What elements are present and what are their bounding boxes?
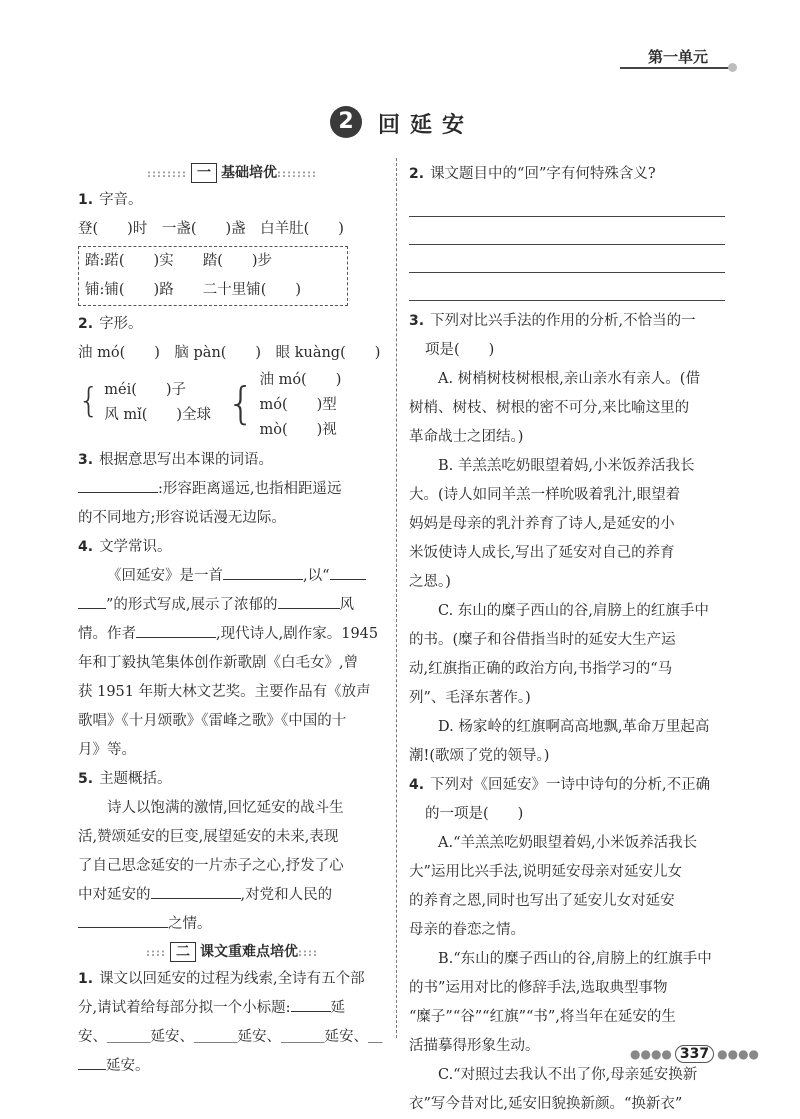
- group-item: mó( )型: [259, 397, 337, 413]
- option-line: 的养育之恩,同时也写出了延安儿女对延安: [409, 893, 675, 909]
- option-line: C. 东山的糜子西山的谷,肩膀上的红旗手中: [438, 603, 709, 619]
- option-line: 动,红旗指正确的政治方向,书指学习的“马: [409, 661, 673, 677]
- right-column: [409, 160, 725, 1119]
- option-line: B. 羊羔羔吃奶眼望着妈,小米饭养活我长: [438, 458, 695, 474]
- option-line: 列”、毛泽东著作。): [409, 690, 531, 706]
- text-line: 年和丁毅执笔集体创作新歌剧《白毛女》,曾: [78, 655, 359, 671]
- option-line: D. 杨家岭的红旗啊高高地飘,革命万里起高: [438, 719, 710, 735]
- answer-line: [409, 217, 725, 245]
- question-3-title: 3. 根据意思写出本课的词语。: [78, 452, 274, 468]
- option-line: 大”运用比兴手法,说明延安母亲对延安儿女: [409, 864, 683, 880]
- option-line: 大。(诗人如同羊羔一样吮吸着乳汁,眼望着: [409, 487, 681, 503]
- question-4-right: 4. 下列对《回延安》一诗中诗句的分析,不正确: [409, 777, 711, 793]
- group-item: méi( )子: [104, 382, 187, 398]
- question-1-row: 登( )时 一盏( )盏 白羊肚( ): [78, 221, 344, 237]
- option-line: 衣”写今昔对比,延安旧貌换新颜。“换新衣”: [409, 1096, 683, 1112]
- text-line: 中对延安的 ,对党和人民的: [78, 881, 386, 910]
- question-2-row: 油 mó( ) 脑 pàn( ) 眼 kuàng( ): [78, 345, 381, 361]
- pronunciation-box: [78, 246, 348, 306]
- answer-line: [409, 273, 725, 301]
- option-line: 妈妈是母亲的乳汁养育了诗人,是延安的小: [409, 516, 675, 532]
- question-2-title: 2. 字形。: [78, 316, 143, 332]
- question-2-right: 2. 课文题目中的“回”字有何特殊含义?: [409, 166, 656, 182]
- option-line: A.“羊羔羔吃奶眼望着妈,小米饭养活我长: [438, 835, 698, 851]
- question-2-groups: { méi( )子 风 mǐ( )全球 { 油 mó( ) mó( )型 mò( )视: [78, 368, 386, 446]
- option-line: 树梢、树枝、树根的密不可分,来比喻这里的: [409, 400, 690, 416]
- question-4-title: 4. 文学常识。: [78, 539, 172, 555]
- option-line: 活描摹得形象生动。: [409, 1038, 540, 1054]
- text-line: 之情。: [78, 910, 386, 939]
- text-line: 活,赞颂延安的巨变,展望延安的未来,表现: [78, 829, 339, 845]
- text-line: 诗人以饱满的激情,回忆延安的战斗生: [107, 800, 344, 816]
- question-5-title: 5. 主题概括。: [78, 771, 172, 787]
- page-number: ●●●● 337 ●●●●: [630, 1046, 760, 1062]
- section-heading-2: :::: 二 课文重难点培优::::: [146, 944, 318, 960]
- group-item: 风 mǐ( )全球: [104, 407, 212, 423]
- text-line: 了自己思念延安的一片赤子之心,抒发了心: [78, 858, 344, 874]
- group-item: 油 mó( ): [259, 372, 342, 388]
- text-line: 歌唱》《十月颂歌》《雷峰之歌》《中国的十: [78, 713, 347, 729]
- text-line: 情。作者 ,现代诗人,剧作家。1945: [78, 620, 386, 649]
- option-line: 之恩。): [409, 574, 451, 590]
- question-1-title: 1. 字音。: [78, 192, 143, 208]
- option-line: 潮!(歌颂了党的领导。): [409, 748, 550, 764]
- text-line: 的一项是( ): [425, 806, 524, 822]
- question-3-def: 的不同地方;形容说话漫无边际。: [78, 510, 286, 526]
- question-3-def: :形容距离遥远,也指相距遥远: [78, 475, 386, 504]
- option-line: A. 树梢树枝树根根,亲山亲水有亲人。(借: [438, 371, 700, 387]
- question-3-right: 3. 下列对比兴手法的作用的分析,不恰当的一: [409, 313, 696, 329]
- text-line: 安、＿＿＿延安、＿＿＿延安、＿＿＿延安、＿: [78, 1029, 383, 1045]
- header-dot: [728, 63, 737, 72]
- lesson-number: 2: [330, 106, 362, 138]
- text-line: 延安。: [78, 1052, 386, 1081]
- option-line: 米饭使诗人成长,写出了延安对自己的养育: [409, 545, 675, 561]
- column-divider: [396, 158, 397, 1038]
- s2-question-1: 1. 课文以回延安的过程为线索,全诗有五个部: [78, 971, 365, 987]
- option-line: “糜子”“谷”“红旗”“书”,将当年在延安的生: [409, 1009, 676, 1025]
- option-line: B.“东山的糜子西山的谷,肩膀上的红旗手中: [438, 951, 712, 967]
- lesson-title: 回延安: [378, 112, 475, 138]
- text-line: 项是( ): [425, 342, 495, 358]
- text-line: 月》等。: [78, 742, 136, 758]
- section-heading-1: :::::::: 一 基础培优::::::::: [147, 165, 317, 181]
- box-row: 踏:蹃( )实 踏( )步: [85, 253, 273, 269]
- unit-label: 第一单元: [647, 48, 708, 66]
- group-item: mò( )视: [259, 422, 337, 438]
- text-line: 获 1951 年斯大林文艺奖。主要作品有《放声: [78, 684, 371, 700]
- text-line: ”的形式写成,展示了浓郁的 风: [78, 591, 386, 620]
- option-line: 母亲的眷恋之情。: [409, 922, 525, 938]
- option-line: 的书”运用对比的修辞手法,选取典型事物: [409, 980, 668, 996]
- text-line: 分,请试着给每部分拟一个小标题: 延: [78, 994, 386, 1023]
- header-rule: [620, 67, 730, 69]
- option-line: C.“对照过去我认不出了你,母亲延安换新: [438, 1067, 698, 1083]
- answer-line: [409, 245, 725, 273]
- box-row: 铺:铺( )路 二十里铺( ): [85, 282, 302, 298]
- text-line: 《回延安》是一首 ,以“: [78, 562, 386, 591]
- option-line: 的书。(糜子和谷借指当时的延安大生产运: [409, 632, 676, 648]
- left-column: [78, 160, 386, 1081]
- option-line: 革命战士之团结。): [409, 429, 524, 445]
- answer-line: [409, 189, 725, 217]
